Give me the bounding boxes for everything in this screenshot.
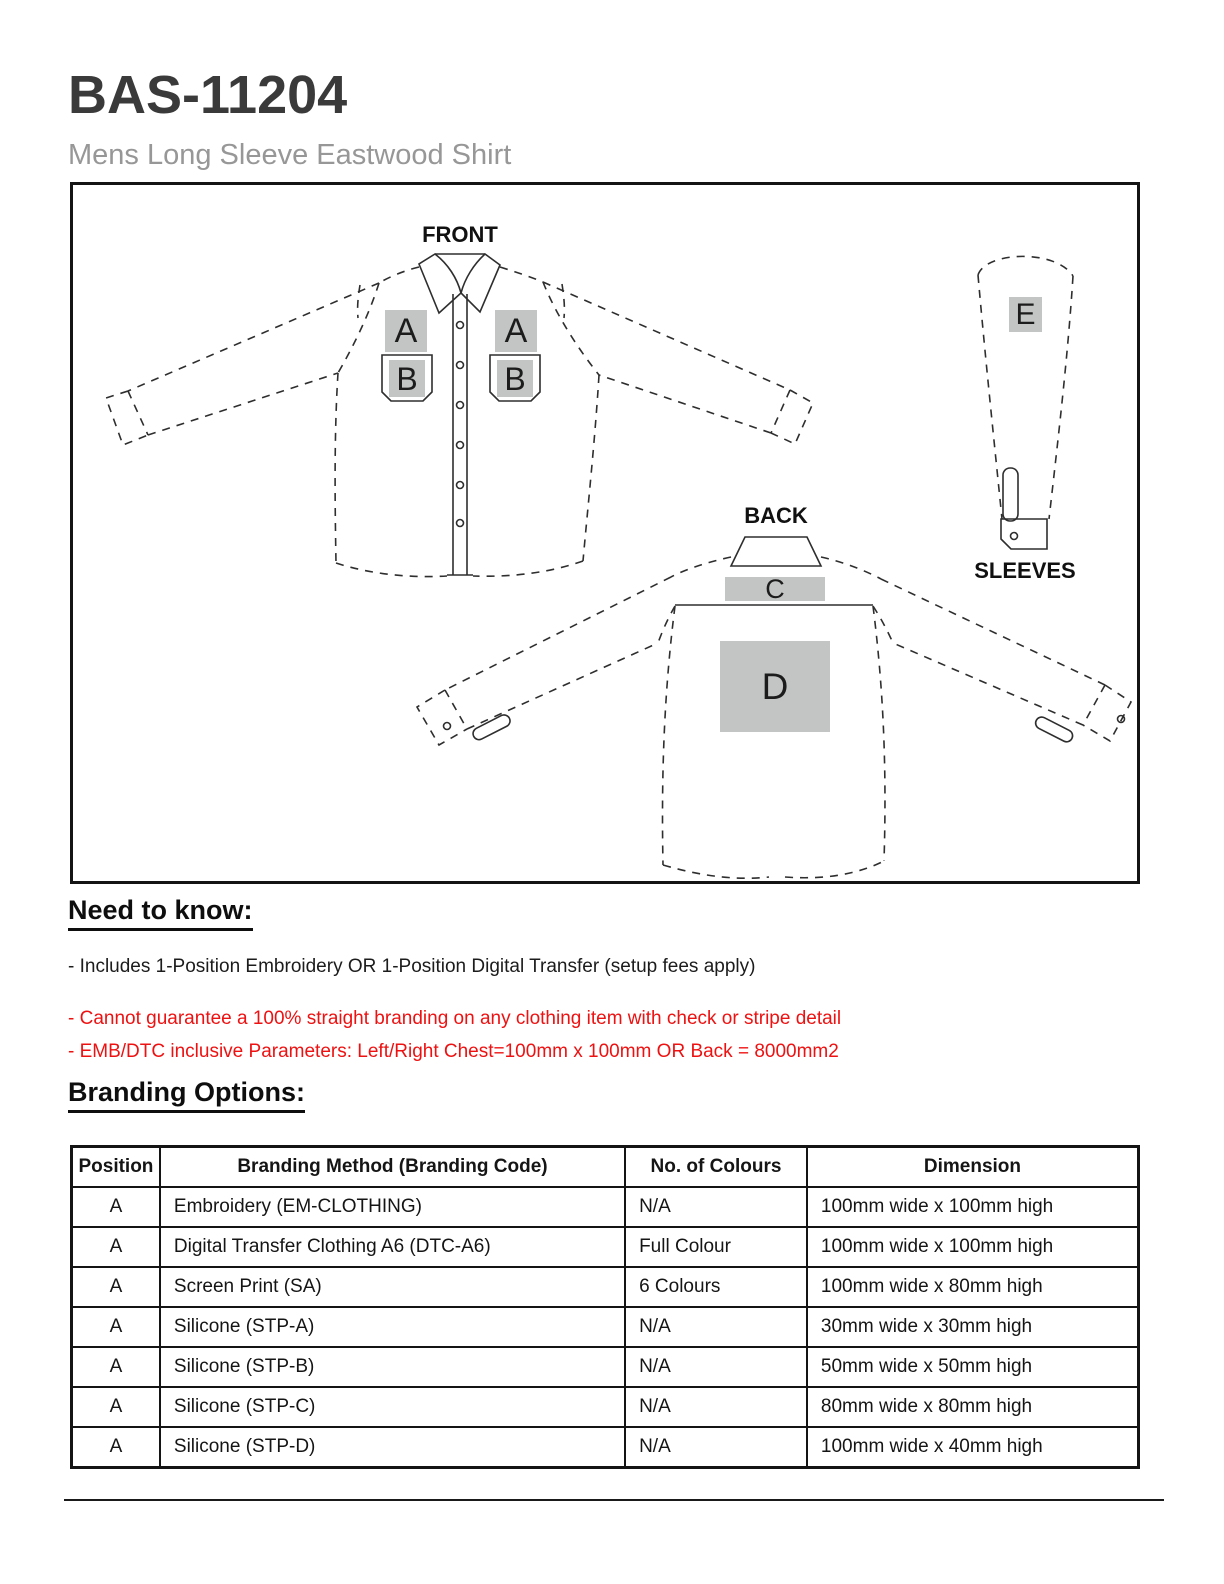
front-view-drawing bbox=[106, 254, 813, 577]
cell-dimension: 50mm wide x 50mm high bbox=[807, 1347, 1139, 1387]
cell-dimension: 30mm wide x 30mm high bbox=[807, 1307, 1139, 1347]
marker-chest-right-A: A bbox=[495, 310, 537, 352]
cell-position: A bbox=[72, 1267, 160, 1307]
cell-colours: N/A bbox=[625, 1347, 807, 1387]
page-title: BAS-11204 bbox=[68, 65, 348, 125]
garment-diagram bbox=[70, 182, 1140, 884]
column-header-dimension: Dimension bbox=[807, 1147, 1139, 1188]
product-name: Mens Long Sleeve Eastwood Shirt bbox=[68, 139, 512, 171]
warning-note: - EMB/DTC inclusive Parameters: Left/Right Chest=100mm x 100mm OR Back = 8000mm2 bbox=[68, 1041, 839, 1062]
cell-method: Screen Print (SA) bbox=[160, 1267, 625, 1307]
cell-method: Silicone (STP-B) bbox=[160, 1347, 625, 1387]
back-view-label: BACK bbox=[744, 503, 808, 528]
branding-options-table bbox=[70, 1145, 1140, 1469]
footer-divider bbox=[64, 1499, 1164, 1501]
cell-position: A bbox=[72, 1187, 160, 1227]
cell-position: A bbox=[72, 1227, 160, 1267]
note-inclusion: - Includes 1-Position Embroidery OR 1-Position Digital Transfer (setup fees apply) bbox=[68, 956, 756, 977]
cell-dimension: 100mm wide x 100mm high bbox=[807, 1187, 1139, 1227]
column-header-method: Branding Method (Branding Code) bbox=[160, 1147, 625, 1188]
table-row bbox=[72, 1187, 1139, 1227]
cell-dimension: 100mm wide x 100mm high bbox=[807, 1227, 1139, 1267]
cell-method: Silicone (STP-C) bbox=[160, 1387, 625, 1427]
table-row bbox=[72, 1347, 1139, 1387]
warning-note: - Cannot guarantee a 100% straight branding on any clothing item with check or stripe detail bbox=[68, 1008, 842, 1029]
cell-position: A bbox=[72, 1347, 160, 1387]
cell-colours: N/A bbox=[625, 1427, 807, 1468]
branding-options-heading: Branding Options: bbox=[68, 1078, 305, 1113]
marker-pocket-right-B: B bbox=[497, 360, 533, 397]
sleeves-view-label: SLEEVES bbox=[974, 558, 1076, 583]
cell-dimension: 80mm wide x 80mm high bbox=[807, 1387, 1139, 1427]
cell-colours: N/A bbox=[625, 1307, 807, 1347]
column-header-position: Position bbox=[72, 1147, 160, 1188]
marker-pocket-left-B: B bbox=[389, 360, 425, 397]
marker-upper-back-C: C bbox=[725, 577, 825, 601]
table-row bbox=[72, 1267, 1139, 1307]
front-view-label: FRONT bbox=[422, 222, 498, 247]
cell-position: A bbox=[72, 1387, 160, 1427]
shirt-line-art bbox=[73, 185, 1137, 881]
table-header-row bbox=[72, 1147, 1139, 1188]
cell-colours: N/A bbox=[625, 1187, 807, 1227]
marker-chest-left-A: A bbox=[385, 310, 427, 352]
warning-notes bbox=[68, 1002, 841, 1068]
cell-method: Silicone (STP-A) bbox=[160, 1307, 625, 1347]
cell-dimension: 100mm wide x 40mm high bbox=[807, 1427, 1139, 1468]
table-row bbox=[72, 1427, 1139, 1468]
column-header-colours: No. of Colours bbox=[625, 1147, 807, 1188]
marker-sleeve-E: E bbox=[1009, 297, 1042, 332]
cell-colours: Full Colour bbox=[625, 1227, 807, 1267]
cell-position: A bbox=[72, 1427, 160, 1468]
cell-colours: N/A bbox=[625, 1387, 807, 1427]
table-row bbox=[72, 1227, 1139, 1267]
cell-method: Digital Transfer Clothing A6 (DTC-A6) bbox=[160, 1227, 625, 1267]
cell-method: Embroidery (EM-CLOTHING) bbox=[160, 1187, 625, 1227]
cell-dimension: 100mm wide x 80mm high bbox=[807, 1267, 1139, 1307]
cell-position: A bbox=[72, 1307, 160, 1347]
cell-method: Silicone (STP-D) bbox=[160, 1427, 625, 1468]
need-to-know-heading: Need to know: bbox=[68, 896, 253, 931]
cell-colours: 6 Colours bbox=[625, 1267, 807, 1307]
table-row bbox=[72, 1387, 1139, 1427]
table-row bbox=[72, 1307, 1139, 1347]
marker-center-back-D: D bbox=[720, 641, 830, 732]
